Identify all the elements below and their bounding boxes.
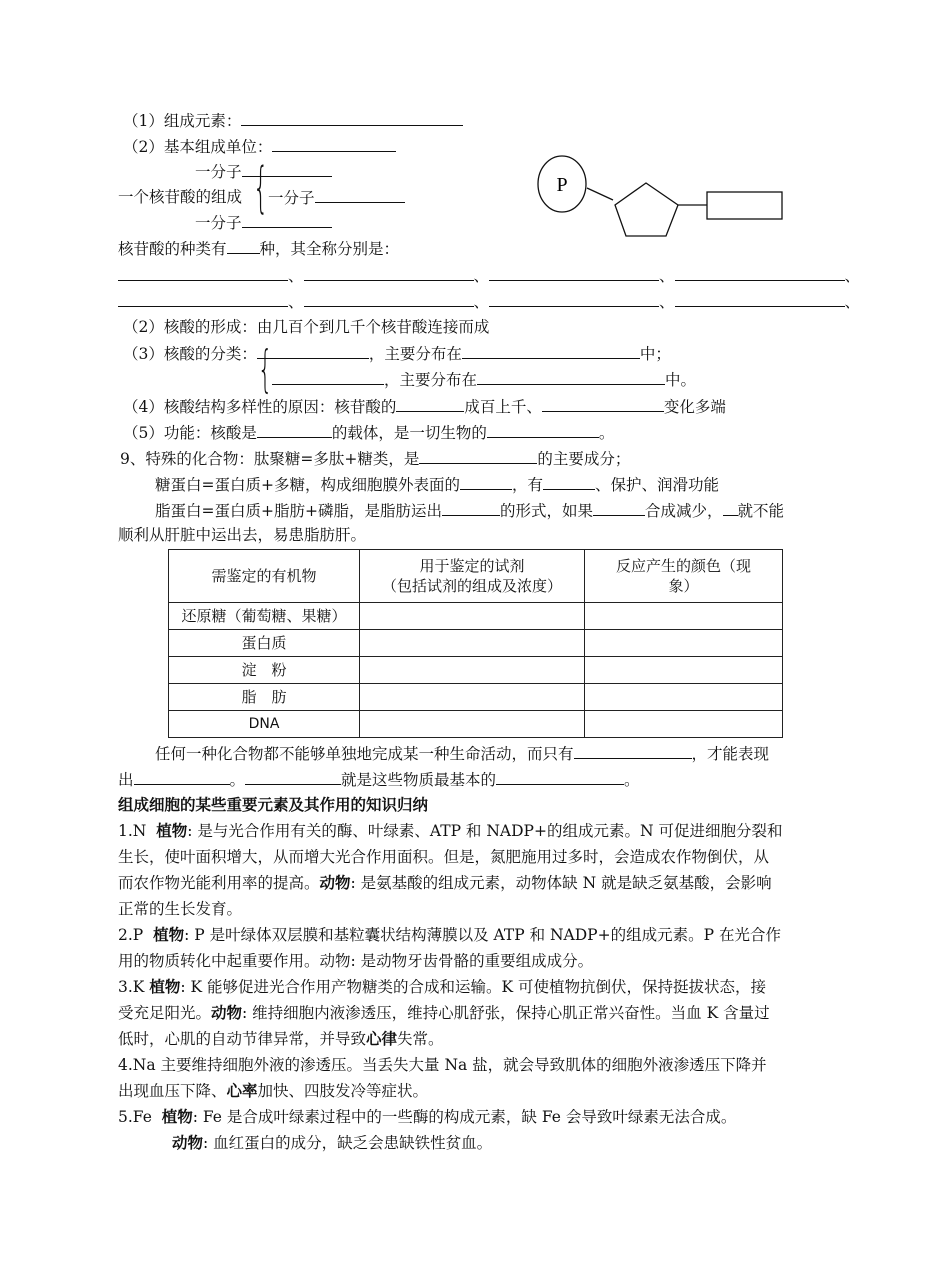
summary-line-2: 出 。 就是这些物质最基本的 。	[118, 767, 640, 792]
elements-line: （1）组成元素：	[123, 108, 463, 133]
answer-cell[interactable]	[585, 684, 783, 711]
header-cell: 用于鉴定的试剂 （包括试剂的组成及浓度）	[360, 550, 585, 603]
blank[interactable]	[542, 394, 664, 412]
blank[interactable]	[272, 134, 396, 152]
answer-cell[interactable]	[360, 657, 585, 684]
pentose-pentagon	[615, 183, 678, 236]
blank[interactable]	[315, 185, 405, 203]
blank[interactable]	[304, 263, 474, 281]
molecule-line-2: 一分子	[268, 185, 405, 210]
k-line-1: 3.K 植物: K 能够促进光合作用产物糖类的合成和运输。K 可使植物抗倒伏，保持挺拔状态，接	[118, 977, 766, 996]
k-line-3: 低时，心肌的自动节律异常，并导致心律失常。	[118, 1029, 444, 1048]
answer-cell[interactable]	[360, 711, 585, 738]
table-cell: 淀 粉	[169, 657, 360, 684]
blank[interactable]	[574, 741, 692, 759]
special-line-1: 9、特殊的化合物：肽聚糖=多肽+糖类，是 的主要成分；	[120, 446, 630, 471]
n-line-2: 生长，使叶面积增大，从而增大光合作用面积。但是，氮肥施用过多时，会造成农作物倒伏，从	[118, 848, 770, 866]
identification-table	[168, 549, 783, 738]
table-cell: 还原糖（葡萄糖、果糖）	[169, 603, 360, 630]
answer-cell[interactable]	[585, 711, 783, 738]
header-cell: 需鉴定的有机物	[169, 550, 360, 603]
blank[interactable]	[489, 289, 659, 307]
blank[interactable]	[593, 498, 645, 516]
function-line: （5）功能：核酸是 的载体，是一切生物的 。	[123, 420, 614, 445]
header-cell: 反应产生的颜色（现 象）	[585, 550, 783, 603]
answer-cell[interactable]	[360, 630, 585, 657]
blank[interactable]	[543, 472, 595, 490]
classification-line-2: ，主要分布在 中。	[272, 367, 696, 392]
answer-cell[interactable]	[585, 630, 783, 657]
blank[interactable]	[118, 289, 288, 307]
answer-cell[interactable]	[585, 603, 783, 630]
table-cell: 蛋白质	[169, 630, 360, 657]
fe-line-2: 动物: 血红蛋白的成分，缺乏会患缺铁性贫血。	[172, 1133, 493, 1152]
table-row	[169, 603, 783, 630]
blank[interactable]	[723, 498, 738, 516]
blank[interactable]	[675, 263, 845, 281]
brace: {	[258, 340, 273, 398]
blank[interactable]	[487, 420, 599, 438]
blank[interactable]	[257, 420, 332, 438]
diversity-line: （4）核酸结构多样性的原因：核苷酸的 成百上千、 变化多端	[123, 394, 726, 419]
summary-line-1: 任何一种化合物都不能够单独地完成某一种生命活动，而只有 ，才能表现	[155, 741, 769, 766]
table-cell: DNA	[169, 711, 360, 738]
n-line-4: 正常的生长发育。	[118, 900, 243, 918]
lipoprotein-line-2: 顺利从肝脏中运出去，易患脂肪肝。	[118, 526, 367, 544]
blank[interactable]	[419, 446, 537, 464]
p-line-2: 用的物质转化中起重要作用。动物: 是动物牙齿骨骼的重要组成成分。	[118, 952, 594, 970]
bond-line	[587, 188, 613, 200]
blank[interactable]	[241, 108, 463, 126]
blank[interactable]	[675, 289, 845, 307]
blank[interactable]	[304, 289, 474, 307]
table-cell: 脂 肪	[169, 684, 360, 711]
table-row	[169, 684, 783, 711]
unit-line: （2）基本组成单位：	[123, 134, 396, 159]
answer-cell[interactable]	[360, 603, 585, 630]
blank[interactable]	[272, 367, 384, 385]
names-line-2: 、 、 、 、	[118, 289, 860, 314]
brace: {	[253, 156, 269, 219]
answer-cell[interactable]	[360, 684, 585, 711]
blank[interactable]	[496, 767, 624, 785]
molecule-line-3: 一分子	[195, 210, 332, 235]
blank[interactable]	[242, 210, 332, 228]
lipoprotein-line: 脂蛋白=蛋白质+脂肪+磷脂，是脂肪运出 的形式，如果 合成减少， 就不能	[155, 498, 784, 523]
blank[interactable]	[396, 394, 464, 412]
blank[interactable]	[245, 767, 341, 785]
table-row	[169, 657, 783, 684]
blank[interactable]	[134, 767, 230, 785]
blank[interactable]	[489, 263, 659, 281]
table-header-row	[169, 550, 783, 603]
blank[interactable]	[477, 367, 665, 385]
table-row	[169, 711, 783, 738]
blank[interactable]	[118, 263, 288, 281]
na-line-2: 出现血压下降、心率加快、四肢发冷等症状。	[118, 1081, 429, 1100]
k-line-2: 受充足阳光。动物: 维持细胞内液渗透压，维持心肌舒张，保持心肌正常兴奋性。当血 K 含量过	[118, 1003, 770, 1022]
n-line-3: 而农作物光能利用率的提高。动物: 是氨基酸的组成元素，动物体缺 N 就是缺乏氨基酸，会影响	[118, 873, 772, 892]
molecule-line-1: 一分子	[195, 159, 332, 184]
classification-line-1: （3）核酸的分类： ，主要分布在 中；	[123, 341, 671, 366]
answer-cell[interactable]	[585, 657, 783, 684]
formation-line: （2）核酸的形成：由几百个到几千个核苷酸连接而成	[123, 318, 490, 336]
p-line-1: 2.P 植物: P 是叶绿体双层膜和基粒囊状结构薄膜以及 ATP 和 NADP+的组成元素。P 在光合作	[118, 925, 781, 944]
section-title: 组成细胞的某些重要元素及其作用的知识归纳	[118, 795, 429, 814]
blank[interactable]	[227, 236, 260, 254]
base-box	[707, 192, 782, 219]
n-line-1: 1.N 植物: 是与光合作用有关的酶、叶绿素、ATP 和 NADP+的组成元素。N 可促进细胞分裂和	[118, 821, 783, 840]
blank[interactable]	[257, 341, 369, 359]
blank[interactable]	[460, 472, 512, 490]
na-line-1: 4.Na 主要维持细胞外液的渗透压。当丢失大量 Na 盐，就会导致肌体的细胞外液渗透压下降并	[118, 1056, 767, 1074]
glycoprotein-line: 糖蛋白=蛋白质+多糖，构成细胞膜外表面的 ，有 、保护、润滑功能	[155, 472, 719, 497]
nucleotide-diagram	[535, 150, 795, 250]
types-line: 核苷酸的种类有 种，其全称分别是：	[118, 236, 399, 261]
table-row	[169, 630, 783, 657]
nucleotide-composition-line: 一个核苷酸的组成	[118, 188, 243, 206]
blank[interactable]	[462, 341, 640, 359]
phosphate-label: P	[556, 174, 568, 196]
names-line-1: 、 、 、 、	[118, 263, 860, 288]
fe-line-1: 5.Fe 植物: Fe 是合成叶绿素过程中的一些酶的构成元素，缺 Fe 会导致叶绿素无法合成。	[118, 1107, 737, 1126]
blank[interactable]	[442, 498, 500, 516]
